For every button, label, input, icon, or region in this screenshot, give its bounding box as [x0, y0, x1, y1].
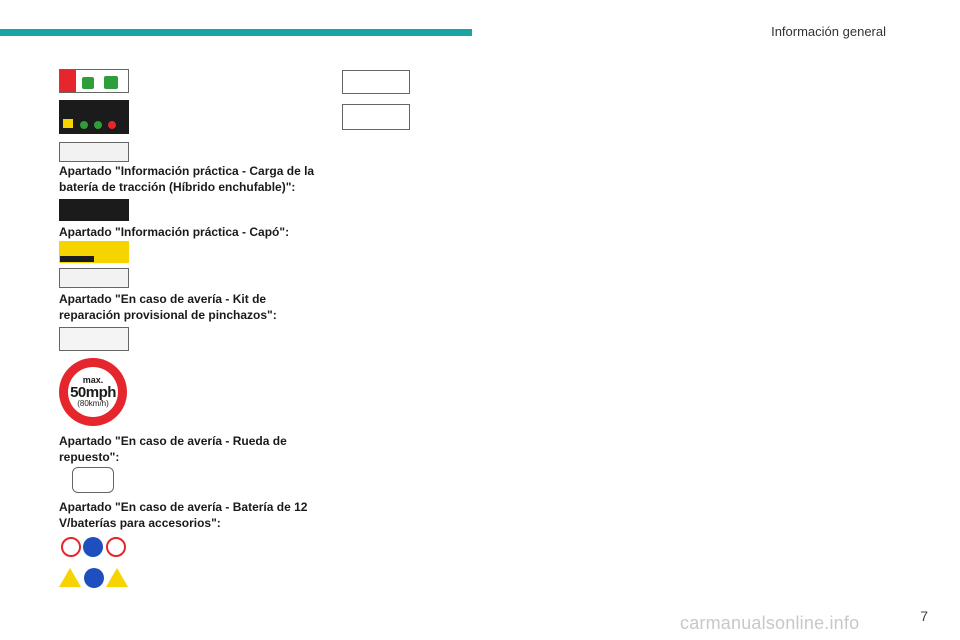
- header-accent-bar: [0, 29, 472, 36]
- speed-kmh-text: (80km/h): [77, 399, 109, 408]
- keep-children-away-icon: [106, 537, 126, 557]
- stop-start-sticker: [59, 241, 129, 263]
- eye-protection-icon: [83, 537, 103, 557]
- label-spare-wheel: Apartado "En caso de avería - Rueda de repuesto":: [59, 434, 287, 464]
- explosive-gas-warning-icon: [106, 568, 128, 587]
- bonnet-warning-sticker: [59, 268, 129, 288]
- hybrid-warning-sticker: [59, 100, 129, 134]
- corrosive-warning-icon: [59, 568, 81, 587]
- section-title: Información general: [771, 24, 886, 39]
- speed-max-text: max.: [82, 375, 104, 385]
- label-traction-battery: Apartado "Información práctica - Carga de la batería de tracción (Híbrido enchufable)":: [59, 164, 315, 194]
- label-battery-12v: Apartado "En caso de avería - Batería de 12 V/baterías para accesorios":: [59, 500, 308, 530]
- spare-wheel-sticker: [72, 467, 114, 493]
- speed-mph-text: 50mph: [70, 384, 116, 401]
- manual-icon: [84, 568, 104, 588]
- fuel-label-sticker: [59, 69, 129, 93]
- speed-limit-sign: [59, 358, 127, 426]
- watermark: carmanualsonline.info: [680, 613, 860, 633]
- no-smoking-icon: [61, 537, 81, 557]
- page-number: 7: [920, 608, 928, 624]
- traction-battery-sticker: [59, 199, 129, 221]
- tow-instructions-sticker: [342, 104, 410, 130]
- charging-instructions-sticker: [59, 142, 129, 162]
- label-bonnet: Apartado "Información práctica - Capó":: [59, 225, 290, 239]
- label-puncture-kit: Apartado "En caso de avería - Kit de reparación provisional de pinchazos":: [59, 292, 277, 322]
- puncture-kit-sticker: [59, 327, 129, 351]
- tow-warning-sticker: [342, 70, 410, 94]
